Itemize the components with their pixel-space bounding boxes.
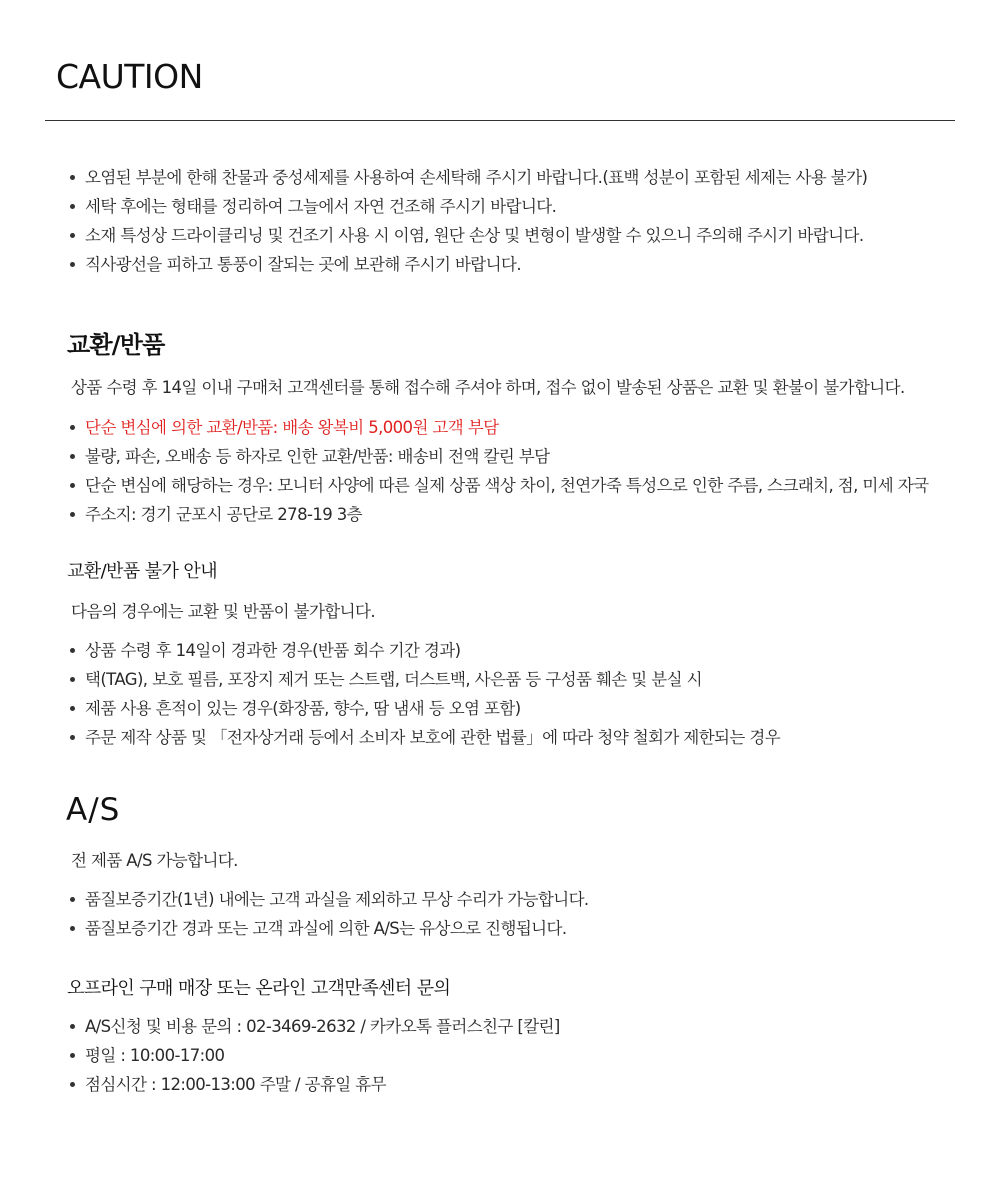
unavailable-intro: 다음의 경우에는 교환 및 반품이 불가합니다. — [71, 602, 375, 621]
bullet-icon — [70, 175, 75, 180]
list-item: 평일 : 10:00-17:00 — [70, 1041, 560, 1070]
list-item: 점심시간 : 12:00-13:00 주말 / 공휴일 휴무 — [70, 1070, 560, 1099]
list-item-highlight: 단순 변심에 의한 교환/반품: 배송 왕복비 5,000원 고객 부담 — [70, 413, 928, 442]
list-item: A/S신청 및 비용 문의 : 02-3469-2632 / 카카오톡 플러스친구 [칼린] — [70, 1012, 560, 1041]
bullet-icon — [70, 1024, 75, 1029]
list-item: 세탁 후에는 형태를 정리하여 그늘에서 자연 건조해 주시기 바랍니다. — [70, 192, 867, 221]
bullet-icon — [70, 454, 75, 459]
unavailable-title: 교환/반품 불가 안내 — [67, 561, 218, 582]
bullet-icon — [70, 262, 75, 267]
list-item: 품질보증기간(1년) 내에는 고객 과실을 제외하고 무상 수리가 가능합니다. — [70, 885, 589, 914]
exchange-list — [70, 413, 928, 529]
as-list — [70, 885, 589, 943]
bullet-icon — [70, 204, 75, 209]
caution-title: CAUTION — [56, 57, 203, 96]
list-item: 단순 변심에 해당하는 경우: 모니터 사양에 따른 실제 상품 색상 차이, 천연가죽 특성으로 인한 주름, 스크래치, 점, 미세 자국 — [70, 471, 928, 500]
list-item: 소재 특성상 드라이클리닝 및 건조기 사용 시 이염, 원단 손상 및 변형이 발생할 수 있으니 주의해 주시기 바랍니다. — [70, 221, 867, 250]
list-item: 상품 수령 후 14일이 경과한 경우(반품 회수 기간 경과) — [70, 636, 780, 665]
list-item: 제품 사용 흔적이 있는 경우(화장품, 향수, 땀 냄새 등 오염 포함) — [70, 694, 780, 723]
contact-title: 오프라인 구매 매장 또는 온라인 고객만족센터 문의 — [67, 978, 451, 999]
exchange-title: 교환/반품 — [67, 331, 165, 359]
bullet-icon — [70, 483, 75, 488]
bullet-icon — [70, 1082, 75, 1087]
exchange-intro: 상품 수령 후 14일 이내 구매처 고객센터를 통해 접수해 주셔야 하며, 접수 없이 발송된 상품은 교환 및 환불이 불가합니다. — [71, 378, 905, 397]
list-item: 불량, 파손, 오배송 등 하자로 인한 교환/반품: 배송비 전액 칼린 부담 — [70, 442, 928, 471]
divider — [45, 120, 955, 121]
contact-list — [70, 1012, 560, 1099]
list-item: 직사광선을 피하고 통풍이 잘되는 곳에 보관해 주시기 바랍니다. — [70, 250, 867, 279]
bullet-icon — [70, 648, 75, 653]
list-item: 택(TAG), 보호 필름, 포장지 제거 또는 스트랩, 더스트백, 사은품 등 구성품 훼손 및 분실 시 — [70, 665, 780, 694]
bullet-icon — [70, 425, 75, 430]
list-item: 품질보증기간 경과 또는 고객 과실에 의한 A/S는 유상으로 진행됩니다. — [70, 914, 589, 943]
bullet-icon — [70, 926, 75, 931]
bullet-icon — [70, 677, 75, 682]
bullet-icon — [70, 512, 75, 517]
bullet-icon — [70, 1053, 75, 1058]
list-item: 주소지: 경기 군포시 공단로 278-19 3층 — [70, 500, 928, 529]
bullet-icon — [70, 233, 75, 238]
as-intro: 전 제품 A/S 가능합니다. — [71, 851, 238, 870]
list-item: 오염된 부분에 한해 찬물과 중성세제를 사용하여 손세탁해 주시기 바랍니다.(표백 성분이 포함된 세제는 사용 불가) — [70, 163, 867, 192]
bullet-icon — [70, 735, 75, 740]
list-item: 주문 제작 상품 및 「전자상거래 등에서 소비자 보호에 관한 법률」에 따라 청약 철회가 제한되는 경우 — [70, 723, 780, 752]
as-title: A/S — [66, 792, 121, 828]
bullet-icon — [70, 897, 75, 902]
caution-list — [70, 163, 867, 279]
bullet-icon — [70, 706, 75, 711]
unavailable-list — [70, 636, 780, 752]
